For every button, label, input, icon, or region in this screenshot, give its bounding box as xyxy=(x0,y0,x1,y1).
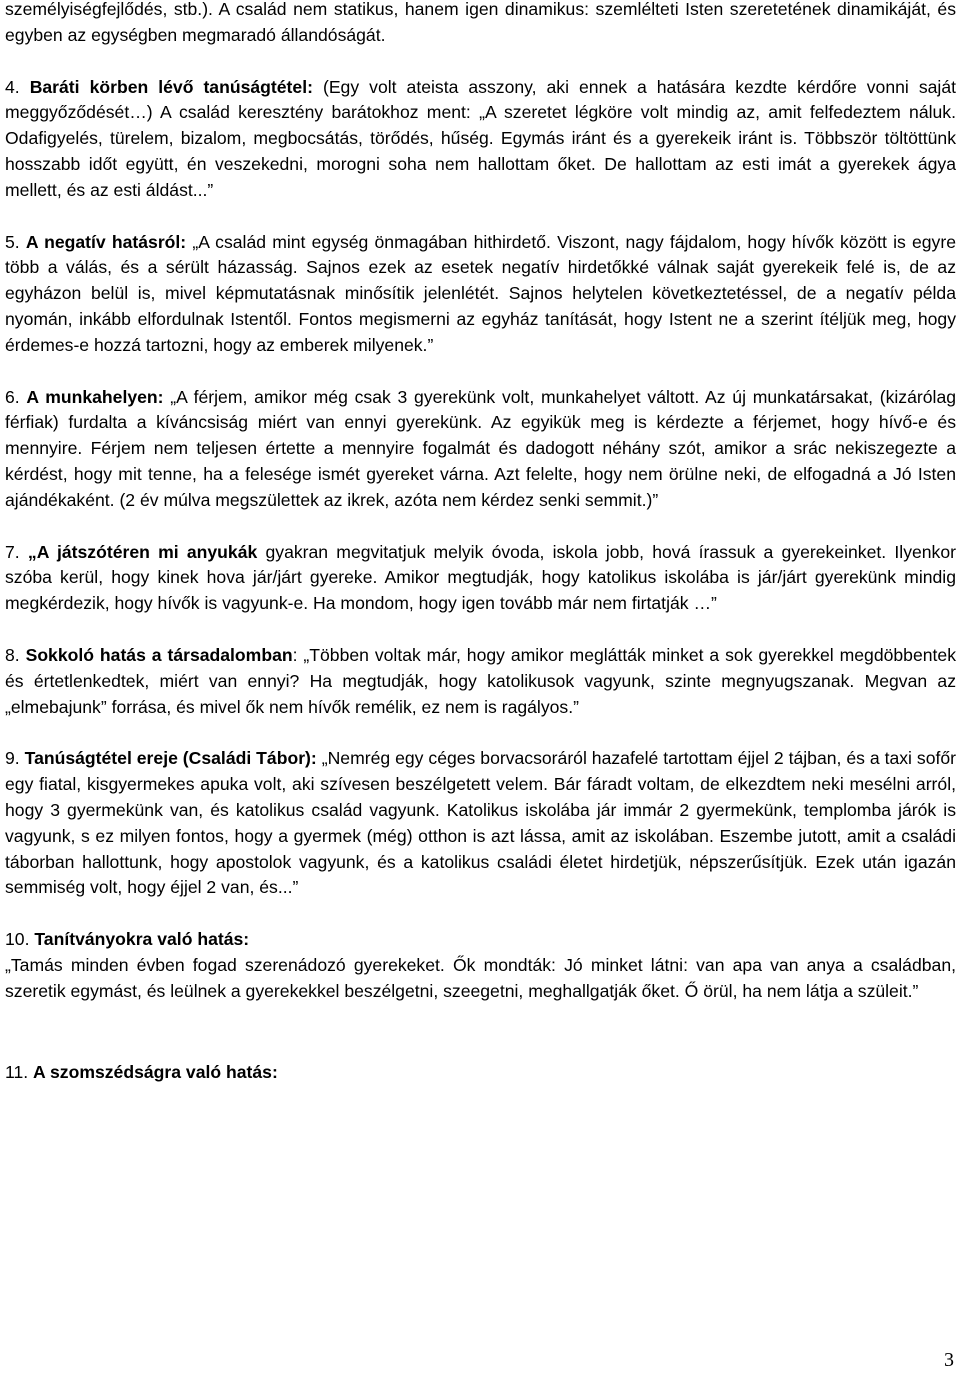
paragraph-spacer xyxy=(5,617,956,643)
paragraph-spacer xyxy=(5,901,956,927)
paragraph-spacer xyxy=(5,720,956,746)
paragraph-8 xyxy=(5,643,956,720)
page-number: 3 xyxy=(944,1349,954,1371)
paragraph-spacer xyxy=(5,514,956,540)
paragraph-heading: A negatív hatásról: xyxy=(25,231,187,252)
paragraph-text: gyakran megvitatjuk melyik óvoda, iskola jobb, hová írassuk a gyerekeinket. Ilyenkor szóba kerül, hogy kinek hova jár/járt gyereke. Amikor megtudják, hogy katolikus iskolába is jár/járt gyerekünk mindig megkérdezik, hogy hívők is vagyunk-e. Ha mondom, hogy igen tovább már nem firtatják …” xyxy=(5,541,956,614)
paragraph-spacer xyxy=(5,49,956,75)
document-page xyxy=(5,0,956,1085)
paragraph-spacer xyxy=(5,204,956,230)
paragraph-number: 6. xyxy=(5,386,27,407)
paragraph-text: személyiségfejlődés, stb.). A család nem statikus, hanem igen dinamikus: szemlélteti Isten szeretetének dinamikáját, és egyben az egységben megmaradó állandóságát. xyxy=(5,0,956,45)
paragraph-spacer xyxy=(5,359,956,385)
paragraph-text: : „Többen voltak már, hogy amikor meglátták minket a sok gyerekkel megdöbbentek és értetlenkedtek, miért van ennyi? Ha megtudják, hogy katolikusok vagyunk, szinte megnyugszanak. Megvan az „elmebajunk” forrása, és mivel ők nem hívők remélik, ez nem is ragályos.” xyxy=(5,644,957,717)
paragraph-7 xyxy=(5,540,956,617)
paragraph-number: 5. xyxy=(5,231,26,252)
paragraph-spacer xyxy=(5,1005,956,1060)
paragraph-text: „Tamás minden évben fogad szerenádozó gyerekeket. Ők mondták: Jó minket látni: van apa van anya a családban, szeretik egymást, és leülnek a gyerekekkel beszélgetni, szeegetni, meghallgatják őket. Ő örül, ha nem látja a szüleit.” xyxy=(5,954,956,1001)
paragraph-text: „A férjem, amikor még csak 3 gyerekünk volt, munkahelyet váltott. Az új munkatársakat, (kizárólag férfiak) furdalta a kíváncsiság miért van ennyi gyerekünk. Az egyikük meg is kérdezte a férjemet, hogy hívő-e és mennyire. Férjem nem teljesen értette a mennyire fogalmát és dadogott néhány szót, amikor a srác nekiszegezte a kérdést, hogy mit tenne, ha a felesége ismét gyereket várna. Azt felelte, hogy nem örülne neki, de elfogadná a Jó Isten ajándékaként. (2 év múlva megszülettek az ikrek, azóta nem kérdez senki semmit.)” xyxy=(5,386,957,510)
paragraph-heading: Tanúságtétel ereje (Családi Tábor): xyxy=(24,748,317,769)
paragraph-number: 9. xyxy=(5,748,25,769)
paragraph-6 xyxy=(5,385,956,514)
paragraph-5 xyxy=(5,230,956,359)
paragraph-heading: Baráti körben lévő tanúságtétel: xyxy=(29,76,313,97)
paragraph-text: „Nemrég egy céges borvacsoráról hazafelé tartottam éjjel 2 tájban, és a taxi sofőr egy fiatal, kisgyermekes apuka volt, aki szívesen beszélgetett velem. Bár fáradt voltam, de elkezdtem neki mesélni arról, hogy 3 gyermekünk van, és katolikus család vagyunk. Katolikus iskolába jár immár 2 gyermekünk, templomba járók is vagyunk, s ez milyen fontos, hogy a gyermek (még) otthon is azt lássa, amit az iskolában. Eszembe jutott, amit a családi táborban hallottunk, hogy apostolok vagyunk, és a katolikus családi életet hirdetjük, népszerűsítjük. Ezek után igazán semmiség volt, hogy éjjel 2 van, és...” xyxy=(5,748,957,898)
paragraph-10 xyxy=(5,927,956,1004)
paragraph-heading: „A játszótéren mi anyukák xyxy=(27,541,258,562)
paragraph-11 xyxy=(5,1060,956,1086)
paragraph-9 xyxy=(5,746,956,901)
paragraph-number: 10. xyxy=(5,929,35,950)
paragraph-text: (Egy volt ateista asszony, aki ennek a hatására kezdte kérdőre vonni saját meggyőződését…) A család keresztény barátokhoz ment: „A szeretet légköre volt mindig az, amit felfedeztem náluk. Odafigyelés, türelem, bizalom, megbocsátás, törődés, hűség. Egymás iránt és a gyerekeik iránt is. Többször töltöttünk hosszabb időt együtt, én veszekedni, morogni soha nem hallottam őket. De hallottam az esti imát a gyerekek ágya mellett, és az esti áldást...” xyxy=(5,76,956,200)
paragraph-intro xyxy=(5,0,956,49)
paragraph-text: „A család mint egység önmagában hithirdető. Viszont, nagy fájdalom, hogy hívők között is egyre több a válás, és a sérült házasság. Sajnos ezek az esetek negatív hirdetőkké válnak saját gyerekeik felé is, de az egyházon belül is, mivel képmutatásnak minősítik jelenlétét. Sajnos helytelen következtetéssel, de a negatív példa nyomán, inkább elfordulnak Istentől. Fontos megismerni az egyház tanítását, hogy Istent ne a szerint ítéljük meg, hogy érdemes-e hozzá tartozni, hogy az emberek milyenek.” xyxy=(5,231,956,355)
paragraph-number: 7. xyxy=(5,541,28,562)
paragraph-heading: A szomszédságra való hatás: xyxy=(33,1061,278,1082)
paragraph-number: 8. xyxy=(5,644,26,665)
paragraph-number: 4. xyxy=(5,76,30,97)
paragraph-heading: Sokkoló hatás a társadalomban xyxy=(25,644,293,665)
paragraph-heading: Tanítványokra való hatás: xyxy=(34,929,250,950)
paragraph-number: 11. xyxy=(5,1061,34,1082)
paragraph-heading: A munkahelyen: xyxy=(26,386,164,407)
paragraph-4 xyxy=(5,75,956,204)
